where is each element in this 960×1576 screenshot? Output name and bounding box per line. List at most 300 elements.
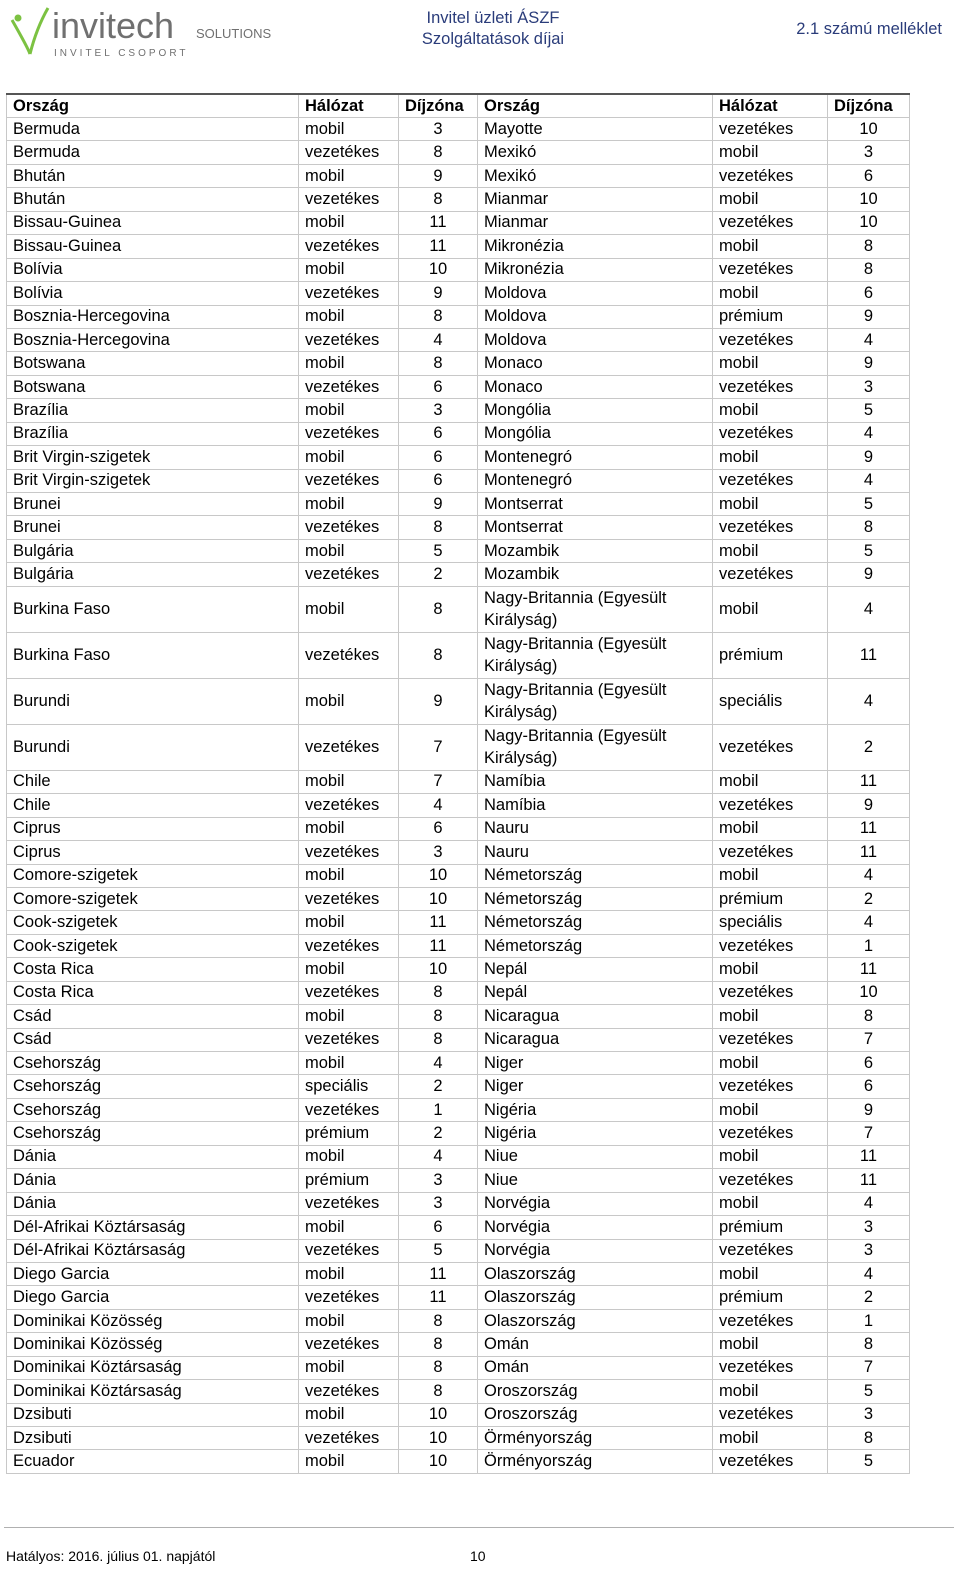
cell-country-1: Burkina Faso — [7, 586, 299, 632]
cell-country-2: Nicaragua — [478, 1005, 713, 1028]
cell-network-1: mobil — [299, 678, 399, 724]
cell-zone-1: 5 — [399, 539, 478, 562]
cell-zone-2: 3 — [828, 1403, 910, 1426]
cell-zone-1: 7 — [399, 770, 478, 793]
rate-zone-table — [6, 93, 910, 1474]
cell-zone-2: 3 — [828, 1239, 910, 1262]
cell-zone-2: 11 — [828, 632, 910, 678]
cell-country-1: Comore-szigetek — [7, 864, 299, 887]
cell-zone-1: 2 — [399, 563, 478, 586]
cell-zone-1: 10 — [399, 864, 478, 887]
cell-country-1: Bissau-Guinea — [7, 235, 299, 258]
cell-network-1: vezetékes — [299, 841, 399, 864]
cell-country-2: Norvégia — [478, 1192, 713, 1215]
cell-network-2: mobil — [713, 770, 828, 793]
cell-zone-1: 8 — [399, 1333, 478, 1356]
table-row — [7, 586, 910, 632]
table-row — [7, 958, 910, 981]
cell-country-1: Csád — [7, 1028, 299, 1051]
cell-zone-2: 3 — [828, 141, 910, 164]
table-row — [7, 539, 910, 562]
cell-zone-2: 2 — [828, 724, 910, 770]
table-row — [7, 934, 910, 957]
cell-country-1: Dominikai Közösség — [7, 1333, 299, 1356]
table-row — [7, 1380, 910, 1403]
cell-country-2: Mozambik — [478, 563, 713, 586]
cell-country-1: Bolívia — [7, 258, 299, 281]
cell-zone-2: 4 — [828, 911, 910, 934]
cell-country-1: Ciprus — [7, 817, 299, 840]
cell-country-1: Bosznia-Hercegovina — [7, 305, 299, 328]
cell-zone-2: 3 — [828, 1216, 910, 1239]
cell-zone-2: 10 — [828, 118, 910, 141]
cell-country-1: Dominikai Köztársaság — [7, 1380, 299, 1403]
cell-zone-2: 6 — [828, 1052, 910, 1075]
cell-country-1: Bulgária — [7, 539, 299, 562]
cell-country-2: Niue — [478, 1145, 713, 1168]
invitech-logo — [8, 4, 278, 60]
cell-country-1: Diego Garcia — [7, 1286, 299, 1309]
cell-zone-1: 6 — [399, 422, 478, 445]
cell-zone-1: 11 — [399, 211, 478, 234]
cell-country-1: Dánia — [7, 1192, 299, 1215]
cell-country-1: Brazília — [7, 422, 299, 445]
cell-zone-2: 11 — [828, 958, 910, 981]
cell-country-2: Niger — [478, 1075, 713, 1098]
table-row — [7, 1286, 910, 1309]
cell-zone-2: 7 — [828, 1028, 910, 1051]
cell-zone-2: 2 — [828, 887, 910, 910]
cell-zone-1: 9 — [399, 282, 478, 305]
cell-zone-1: 2 — [399, 1122, 478, 1145]
table-row — [7, 1052, 910, 1075]
cell-network-2: mobil — [713, 586, 828, 632]
cell-network-1: mobil — [299, 164, 399, 187]
cell-zone-2: 8 — [828, 235, 910, 258]
cell-country-2: Mikronézia — [478, 235, 713, 258]
cell-network-2: speciális — [713, 678, 828, 724]
cell-zone-2: 4 — [828, 328, 910, 351]
cell-country-1: Botswana — [7, 352, 299, 375]
cell-network-2: mobil — [713, 235, 828, 258]
table-row — [7, 1145, 910, 1168]
table-row — [7, 493, 910, 516]
cell-country-1: Cook-szigetek — [7, 934, 299, 957]
cell-country-1: Brazília — [7, 399, 299, 422]
cell-network-2: mobil — [713, 1145, 828, 1168]
cell-network-1: vezetékes — [299, 141, 399, 164]
cell-zone-1: 8 — [399, 1309, 478, 1332]
table-row — [7, 770, 910, 793]
cell-zone-1: 6 — [399, 817, 478, 840]
cell-zone-1: 8 — [399, 1356, 478, 1379]
cell-network-1: mobil — [299, 446, 399, 469]
cell-country-2: Mikronézia — [478, 258, 713, 281]
cell-country-1: Costa Rica — [7, 958, 299, 981]
cell-country-2: Örményország — [478, 1427, 713, 1450]
cell-country-1: Dominikai Köztársaság — [7, 1356, 299, 1379]
cell-country-1: Chile — [7, 794, 299, 817]
cell-zone-1: 3 — [399, 1169, 478, 1192]
cell-network-2: vezetékes — [713, 211, 828, 234]
cell-network-1: speciális — [299, 1075, 399, 1098]
cell-zone-1: 8 — [399, 1005, 478, 1028]
cell-network-2: mobil — [713, 1427, 828, 1450]
cell-zone-1: 4 — [399, 1052, 478, 1075]
cell-country-1: Ciprus — [7, 841, 299, 864]
cell-network-2: prémium — [713, 887, 828, 910]
cell-country-2: Moldova — [478, 328, 713, 351]
cell-network-1: vezetékes — [299, 328, 399, 351]
cell-country-1: Bosznia-Hercegovina — [7, 328, 299, 351]
cell-network-1: mobil — [299, 864, 399, 887]
cell-country-2: Nigéria — [478, 1098, 713, 1121]
cell-zone-2: 8 — [828, 516, 910, 539]
footer-divider — [4, 1527, 954, 1528]
cell-zone-2: 4 — [828, 864, 910, 887]
cell-country-2: Örményország — [478, 1450, 713, 1473]
header-country-2: Ország — [478, 94, 713, 118]
cell-network-2: vezetékes — [713, 841, 828, 864]
cell-zone-1: 4 — [399, 1145, 478, 1168]
table-row — [7, 1450, 910, 1473]
cell-network-1: mobil — [299, 118, 399, 141]
cell-zone-1: 10 — [399, 958, 478, 981]
cell-network-1: mobil — [299, 770, 399, 793]
table-row — [7, 724, 910, 770]
table-row — [7, 1028, 910, 1051]
cell-country-2: Mexikó — [478, 164, 713, 187]
cell-zone-1: 8 — [399, 586, 478, 632]
cell-country-2: Moldova — [478, 305, 713, 328]
table-row — [7, 422, 910, 445]
cell-network-1: mobil — [299, 1052, 399, 1075]
table-row — [7, 794, 910, 817]
cell-zone-1: 10 — [399, 1403, 478, 1426]
logo-mark-icon — [12, 8, 48, 54]
cell-country-1: Ecuador — [7, 1450, 299, 1473]
cell-network-1: vezetékes — [299, 724, 399, 770]
cell-country-2: Omán — [478, 1356, 713, 1379]
cell-zone-2: 3 — [828, 375, 910, 398]
cell-network-2: vezetékes — [713, 118, 828, 141]
header-network-2: Hálózat — [713, 94, 828, 118]
cell-network-1: mobil — [299, 1145, 399, 1168]
cell-network-2: vezetékes — [713, 724, 828, 770]
table-row — [7, 632, 910, 678]
cell-network-2: vezetékes — [713, 563, 828, 586]
cell-network-2: vezetékes — [713, 1239, 828, 1262]
cell-zone-2: 4 — [828, 1262, 910, 1285]
cell-country-1: Cook-szigetek — [7, 911, 299, 934]
cell-country-1: Brit Virgin-szigetek — [7, 446, 299, 469]
cell-network-1: vezetékes — [299, 1427, 399, 1450]
cell-zone-1: 9 — [399, 678, 478, 724]
cell-network-2: vezetékes — [713, 258, 828, 281]
cell-network-1: vezetékes — [299, 794, 399, 817]
cell-network-2: vezetékes — [713, 469, 828, 492]
cell-network-2: vezetékes — [713, 164, 828, 187]
table-row — [7, 469, 910, 492]
cell-network-2: vezetékes — [713, 934, 828, 957]
cell-zone-2: 5 — [828, 1380, 910, 1403]
table-row — [7, 1075, 910, 1098]
cell-zone-1: 3 — [399, 1192, 478, 1215]
cell-country-2: Nepál — [478, 958, 713, 981]
cell-network-1: mobil — [299, 1450, 399, 1473]
cell-network-1: vezetékes — [299, 632, 399, 678]
cell-zone-2: 4 — [828, 678, 910, 724]
cell-network-2: mobil — [713, 1380, 828, 1403]
cell-country-2: Nigéria — [478, 1122, 713, 1145]
cell-zone-1: 8 — [399, 1028, 478, 1051]
cell-zone-2: 5 — [828, 493, 910, 516]
cell-zone-1: 11 — [399, 1262, 478, 1285]
header-country-1: Ország — [7, 94, 299, 118]
cell-zone-2: 5 — [828, 539, 910, 562]
cell-country-2: Nagy-Britannia (Egyesült Királyság) — [478, 632, 713, 678]
cell-network-2: mobil — [713, 1052, 828, 1075]
cell-network-1: vezetékes — [299, 235, 399, 258]
cell-zone-1: 7 — [399, 724, 478, 770]
table-row — [7, 1169, 910, 1192]
cell-network-1: vezetékes — [299, 516, 399, 539]
table-row — [7, 1427, 910, 1450]
cell-country-1: Csehország — [7, 1098, 299, 1121]
cell-network-1: mobil — [299, 817, 399, 840]
cell-network-2: mobil — [713, 1098, 828, 1121]
table-row — [7, 911, 910, 934]
table-row — [7, 375, 910, 398]
cell-country-1: Csád — [7, 1005, 299, 1028]
cell-zone-1: 4 — [399, 328, 478, 351]
cell-zone-1: 10 — [399, 1450, 478, 1473]
cell-zone-2: 4 — [828, 422, 910, 445]
cell-network-1: vezetékes — [299, 1192, 399, 1215]
cell-network-1: mobil — [299, 1216, 399, 1239]
cell-country-1: Bolívia — [7, 282, 299, 305]
cell-zone-2: 11 — [828, 817, 910, 840]
cell-network-2: prémium — [713, 632, 828, 678]
cell-network-1: prémium — [299, 1122, 399, 1145]
cell-zone-2: 4 — [828, 1192, 910, 1215]
cell-network-1: vezetékes — [299, 188, 399, 211]
cell-country-1: Bermuda — [7, 141, 299, 164]
cell-network-2: vezetékes — [713, 516, 828, 539]
cell-country-2: Norvégia — [478, 1216, 713, 1239]
cell-zone-1: 8 — [399, 352, 478, 375]
header-zone-1: Díjzóna — [399, 94, 478, 118]
cell-network-2: mobil — [713, 1262, 828, 1285]
cell-network-1: vezetékes — [299, 422, 399, 445]
cell-network-2: prémium — [713, 305, 828, 328]
cell-network-2: vezetékes — [713, 1169, 828, 1192]
table-row — [7, 1005, 910, 1028]
cell-country-2: Nauru — [478, 817, 713, 840]
table-row — [7, 841, 910, 864]
table-row — [7, 516, 910, 539]
cell-network-1: mobil — [299, 911, 399, 934]
header-zone-2: Díjzóna — [828, 94, 910, 118]
cell-network-2: vezetékes — [713, 328, 828, 351]
cell-country-2: Mongólia — [478, 422, 713, 445]
cell-country-2: Mianmar — [478, 211, 713, 234]
table-row — [7, 1309, 910, 1332]
cell-zone-1: 6 — [399, 446, 478, 469]
cell-zone-1: 11 — [399, 1286, 478, 1309]
cell-network-2: mobil — [713, 188, 828, 211]
cell-country-1: Burkina Faso — [7, 632, 299, 678]
cell-zone-2: 9 — [828, 1098, 910, 1121]
document-title — [400, 8, 586, 50]
cell-network-1: mobil — [299, 1403, 399, 1426]
cell-country-2: Nicaragua — [478, 1028, 713, 1051]
table-row — [7, 1262, 910, 1285]
cell-network-2: vezetékes — [713, 1122, 828, 1145]
cell-network-2: vezetékes — [713, 794, 828, 817]
cell-network-1: mobil — [299, 958, 399, 981]
table-header-row — [7, 94, 910, 118]
cell-network-2: mobil — [713, 399, 828, 422]
cell-network-1: mobil — [299, 493, 399, 516]
cell-zone-2: 9 — [828, 352, 910, 375]
cell-zone-2: 5 — [828, 1450, 910, 1473]
cell-country-2: Nagy-Britannia (Egyesült Királyság) — [478, 586, 713, 632]
table-row — [7, 118, 910, 141]
cell-country-2: Monaco — [478, 352, 713, 375]
cell-country-1: Bissau-Guinea — [7, 211, 299, 234]
cell-zone-1: 8 — [399, 188, 478, 211]
cell-zone-2: 6 — [828, 164, 910, 187]
document-title-line2: Szolgáltatások díjai — [421, 30, 565, 48]
cell-zone-1: 2 — [399, 1075, 478, 1098]
cell-zone-1: 10 — [399, 1427, 478, 1450]
table-row — [7, 1098, 910, 1121]
table-row — [7, 258, 910, 281]
cell-country-2: Nauru — [478, 841, 713, 864]
cell-zone-2: 9 — [828, 563, 910, 586]
cell-zone-2: 8 — [828, 1427, 910, 1450]
cell-country-2: Niue — [478, 1169, 713, 1192]
cell-country-1: Costa Rica — [7, 981, 299, 1004]
table-row — [7, 446, 910, 469]
cell-network-1: mobil — [299, 1309, 399, 1332]
header-network-1: Hálózat — [299, 94, 399, 118]
cell-zone-1: 3 — [399, 399, 478, 422]
cell-zone-1: 6 — [399, 469, 478, 492]
footer-effective-date: Hatályos: 2016. július 01. napjától — [6, 1548, 216, 1564]
cell-country-2: Mianmar — [478, 188, 713, 211]
cell-country-2: Mayotte — [478, 118, 713, 141]
cell-network-1: mobil — [299, 586, 399, 632]
cell-zone-2: 1 — [828, 1309, 910, 1332]
cell-country-1: Bhután — [7, 164, 299, 187]
table-row — [7, 399, 910, 422]
table-row — [7, 188, 910, 211]
cell-country-2: Oroszország — [478, 1380, 713, 1403]
cell-country-1: Brunei — [7, 516, 299, 539]
cell-network-1: vezetékes — [299, 1098, 399, 1121]
table-row — [7, 981, 910, 1004]
table-row — [7, 305, 910, 328]
cell-network-1: prémium — [299, 1169, 399, 1192]
cell-country-2: Németország — [478, 911, 713, 934]
cell-zone-1: 9 — [399, 164, 478, 187]
cell-network-1: vezetékes — [299, 1028, 399, 1051]
cell-zone-2: 2 — [828, 1286, 910, 1309]
cell-network-1: vezetékes — [299, 1286, 399, 1309]
cell-network-2: mobil — [713, 539, 828, 562]
table-row — [7, 141, 910, 164]
cell-network-2: vezetékes — [713, 981, 828, 1004]
table-row — [7, 1239, 910, 1262]
cell-network-1: mobil — [299, 1005, 399, 1028]
cell-country-1: Csehország — [7, 1075, 299, 1098]
cell-zone-1: 8 — [399, 305, 478, 328]
cell-network-2: prémium — [713, 1216, 828, 1239]
cell-network-2: mobil — [713, 446, 828, 469]
cell-country-2: Montenegró — [478, 469, 713, 492]
table-row — [7, 1216, 910, 1239]
cell-network-1: vezetékes — [299, 981, 399, 1004]
cell-zone-1: 8 — [399, 981, 478, 1004]
cell-zone-2: 6 — [828, 1075, 910, 1098]
cell-network-1: vezetékes — [299, 1239, 399, 1262]
cell-network-2: vezetékes — [713, 1028, 828, 1051]
table-row — [7, 1356, 910, 1379]
cell-country-1: Csehország — [7, 1052, 299, 1075]
cell-country-1: Bermuda — [7, 118, 299, 141]
cell-country-2: Moldova — [478, 282, 713, 305]
cell-zone-1: 1 — [399, 1098, 478, 1121]
cell-network-2: mobil — [713, 141, 828, 164]
cell-country-1: Burundi — [7, 724, 299, 770]
cell-zone-2: 10 — [828, 188, 910, 211]
table-row — [7, 1122, 910, 1145]
cell-network-2: vezetékes — [713, 1403, 828, 1426]
cell-country-2: Niger — [478, 1052, 713, 1075]
cell-country-1: Dánia — [7, 1145, 299, 1168]
cell-zone-2: 11 — [828, 841, 910, 864]
cell-network-2: vezetékes — [713, 1450, 828, 1473]
annex-label: 2.1 számú melléklet — [796, 20, 942, 38]
cell-zone-2: 11 — [828, 770, 910, 793]
cell-country-2: Nagy-Britannia (Egyesült Királyság) — [478, 678, 713, 724]
cell-network-1: vezetékes — [299, 375, 399, 398]
table-row — [7, 678, 910, 724]
cell-zone-1: 9 — [399, 493, 478, 516]
cell-network-2: mobil — [713, 1192, 828, 1215]
cell-country-1: Dél-Afrikai Köztársaság — [7, 1239, 299, 1262]
cell-country-2: Olaszország — [478, 1262, 713, 1285]
cell-country-1: Chile — [7, 770, 299, 793]
cell-country-1: Dzsibuti — [7, 1403, 299, 1426]
table-row — [7, 164, 910, 187]
cell-network-2: mobil — [713, 864, 828, 887]
table-row — [7, 1403, 910, 1426]
cell-network-1: mobil — [299, 352, 399, 375]
cell-country-1: Csehország — [7, 1122, 299, 1145]
cell-network-1: vezetékes — [299, 887, 399, 910]
cell-zone-1: 8 — [399, 632, 478, 678]
cell-zone-2: 8 — [828, 1333, 910, 1356]
cell-zone-1: 11 — [399, 235, 478, 258]
table-row — [7, 1192, 910, 1215]
cell-network-1: mobil — [299, 211, 399, 234]
cell-zone-2: 9 — [828, 446, 910, 469]
cell-zone-2: 9 — [828, 794, 910, 817]
cell-zone-1: 11 — [399, 934, 478, 957]
